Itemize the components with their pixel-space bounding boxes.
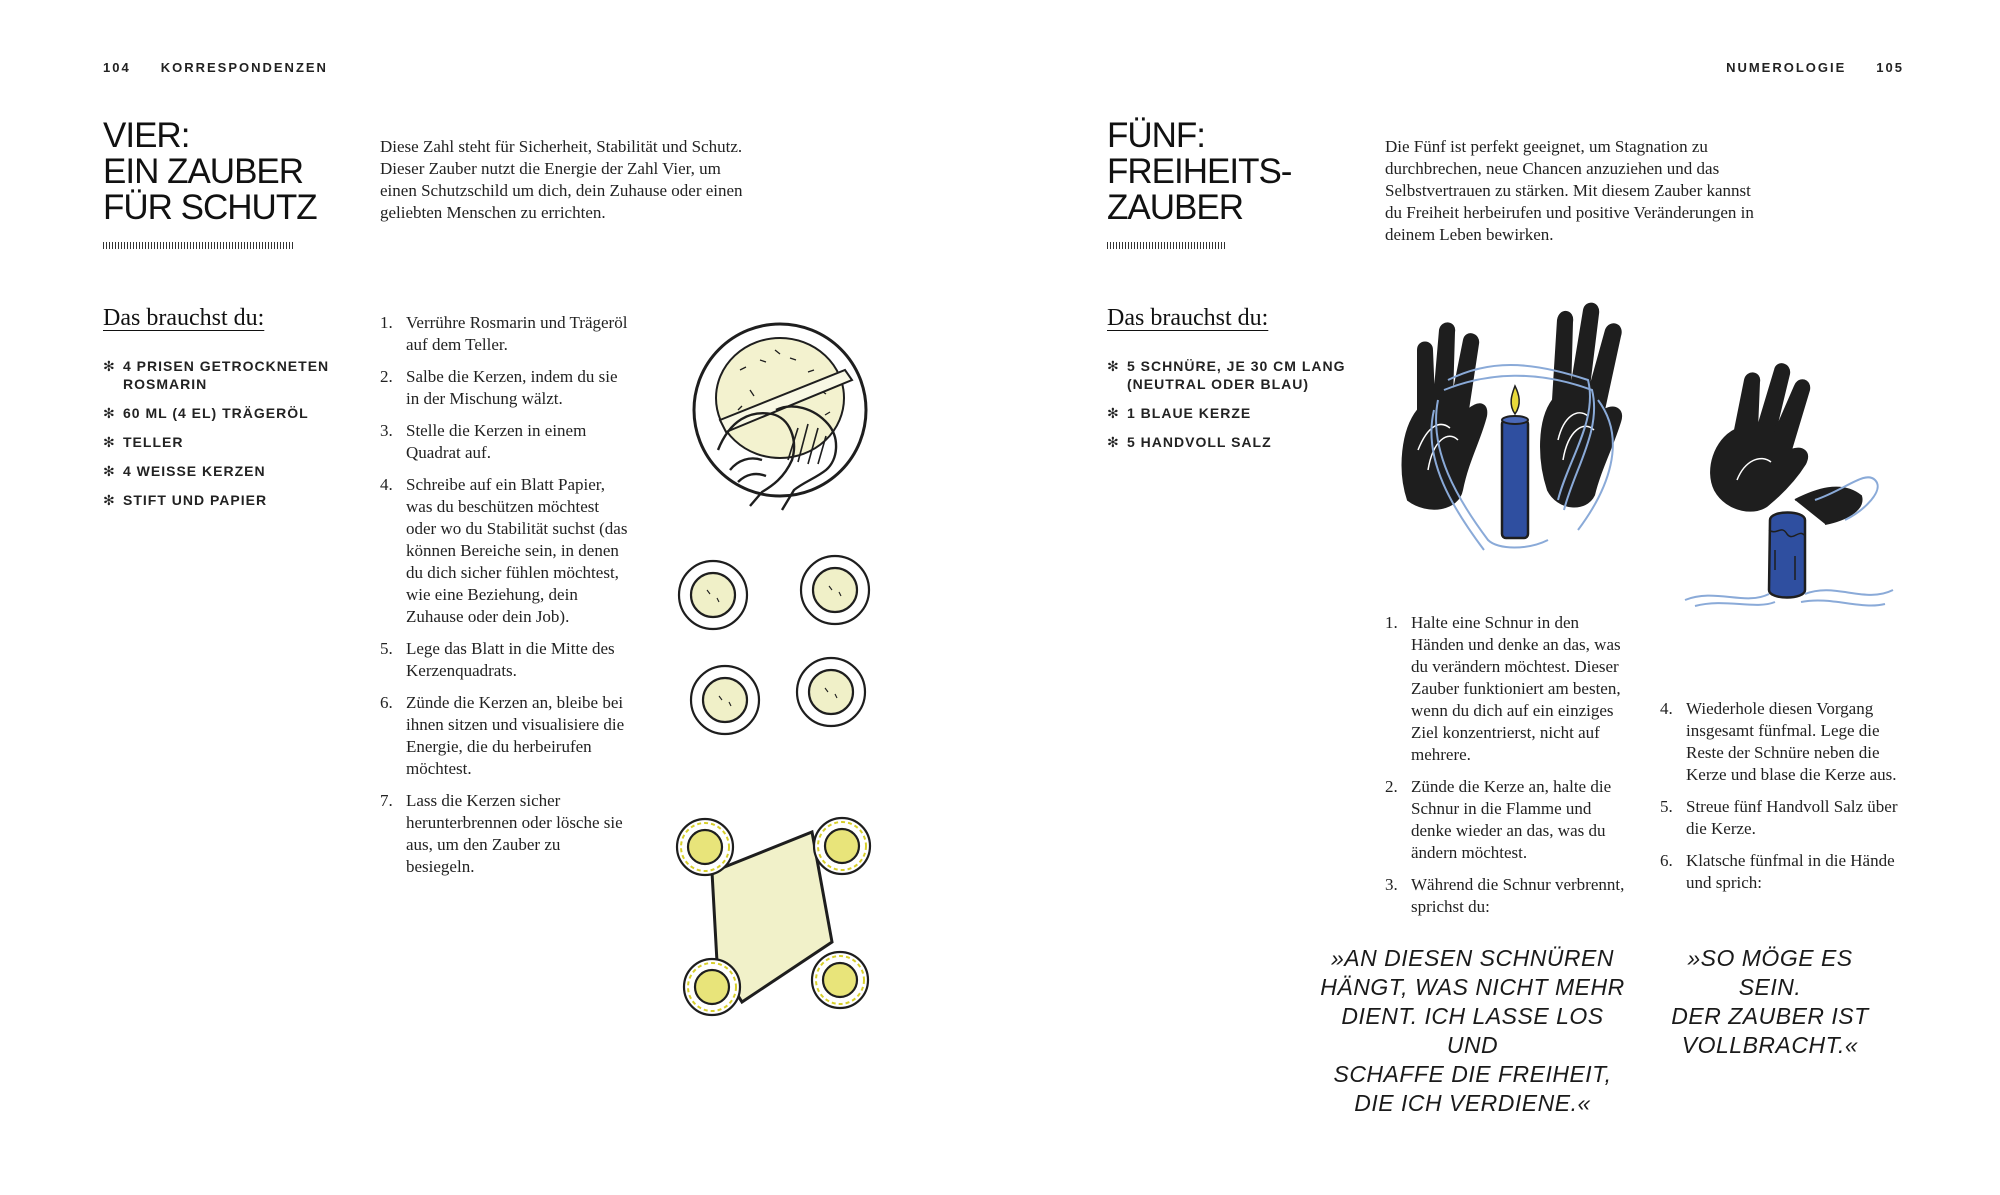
- step-item: 5. Lege das Blatt in die Mitte des Kerzenquadrats.: [380, 639, 615, 680]
- steps-list-col1: [1385, 612, 1635, 928]
- needs-heading: Das brauchst du:: [103, 305, 265, 331]
- step-item: 3. Stelle die Kerzen in einem Quadrat auf.: [380, 421, 587, 462]
- title-line: EIN ZAUBER: [103, 152, 304, 191]
- title-line: FÜR SCHUTZ: [103, 188, 317, 227]
- hands-candle-illustration: [1388, 300, 1648, 570]
- candles-square-illustration: [675, 550, 885, 740]
- asterisk-icon: ✻: [1107, 405, 1120, 421]
- needs-list: [103, 357, 353, 520]
- running-head-right: [1726, 60, 1904, 75]
- section-title: KORRESPONDENZEN: [160, 60, 328, 75]
- step-item: 6. Klatsche fünfmal in die Hände und sprich:: [1660, 851, 1895, 892]
- list-item: ✻ 5 HANDVOLL SALZ: [1107, 434, 1272, 450]
- title-line: FREIHEITS-: [1107, 152, 1292, 191]
- page-number: 104: [103, 60, 131, 75]
- closing-quote: »SO MÖGE ES SEIN. DER ZAUBER IST VOLLBRACHT.«: [1671, 945, 1869, 1058]
- asterisk-icon: ✻: [103, 492, 116, 508]
- title-line: FÜNF:: [1107, 116, 1206, 155]
- list-item: ✻ TELLER: [103, 434, 184, 450]
- steps-list-col2: [1660, 698, 1910, 904]
- right-page: [1000, 0, 2000, 1195]
- needs-list: [1107, 357, 1357, 462]
- list-item: ✻ 1 BLAUE KERZE: [1107, 405, 1252, 421]
- melted-candle-illustration: [1665, 360, 1905, 620]
- asterisk-icon: ✻: [103, 405, 116, 421]
- spell-title: [1107, 118, 1291, 226]
- needs-heading: Das brauchst du:: [1107, 305, 1269, 331]
- asterisk-icon: ✻: [103, 358, 116, 374]
- step-item: 3. Während die Schnur verbrennt, sprichst du:: [1385, 875, 1625, 916]
- spell-title: [103, 118, 317, 226]
- intro-text: Die Fünf ist perfekt geeignet, um Stagnation zu durchbrechen, neue Chancen anzuziehen und das Selbstvertrauen zu stärken. Mit diesem Zauber kannst du Freiheit herbeirufen und positive Veränderungen in deinem Leben bewirken.: [1385, 137, 1754, 244]
- asterisk-icon: ✻: [103, 463, 116, 479]
- title-rule: [103, 242, 293, 249]
- asterisk-icon: ✻: [1107, 434, 1120, 450]
- step-item: 1. Halte eine Schnur in den Händen und denke an das, was du verändern möchtest. Dieser Zauber funktioniert am besten, wenn du dich auf ein einziges Ziel konzentrierst, nicht auf mehrere.: [1385, 613, 1621, 764]
- incantation-quote: »AN DIESEN SCHNÜREN HÄNGT, WAS NICHT MEHR DIENT. ICH LASSE LOS UND SCHAFFE DIE FREIHEIT, DIE ICH VERDIENE.«: [1320, 945, 1625, 1116]
- step-item: 2. Salbe die Kerzen, indem du sie in der Mischung wälzt.: [380, 367, 618, 408]
- section-title: NUMEROLOGIE: [1726, 60, 1847, 75]
- step-item: 4. Wiederhole diesen Vorgang insgesamt fünfmal. Lege die Reste der Schnüre neben die Kerze und blase die Kerze aus.: [1660, 699, 1897, 784]
- title-line: ZAUBER: [1107, 188, 1243, 227]
- list-item: ✻ STIFT UND PAPIER: [103, 492, 268, 508]
- steps-list: [380, 312, 630, 888]
- step-item: 5. Streue fünf Handvoll Salz über die Kerze.: [1660, 797, 1898, 838]
- step-item: 7. Lass die Kerzen sicher herunterbrennen oder lösche sie aus, um den Zauber zu besiegeln.: [380, 791, 623, 876]
- asterisk-icon: ✻: [1107, 358, 1120, 374]
- paper-candles-illustration: [672, 812, 882, 1022]
- step-item: 4. Schreibe auf ein Blatt Papier, was du beschützen möchtest oder wo du Stabilität suchst (das können Bereiche sein, in denen du dich sicher fühlen möchtest, wie eine Beziehung, dein Zuhause oder dein Job).: [380, 475, 628, 626]
- step-item: 1. Verrühre Rosmarin und Trägeröl auf dem Teller.: [380, 313, 628, 354]
- page-number: 105: [1876, 60, 1904, 75]
- running-head-left: [103, 60, 328, 75]
- step-item: 2. Zünde die Kerze an, halte die Schnur in die Flamme und denke wieder an das, was du ändern möchtest.: [1385, 777, 1612, 862]
- list-item: ✻ 60 ML (4 EL) TRÄGERÖL: [103, 405, 309, 421]
- list-item: ✻ 4 PRISEN GETROCKNETEN ROSMARIN: [103, 358, 330, 392]
- intro-text: Diese Zahl steht für Sicherheit, Stabilität und Schutz. Dieser Zauber nutzt die Energie der Zahl Vier, um einen Schutzschild um dich, dein Zuhause oder einen geliebten Menschen zu errichten.: [380, 137, 743, 222]
- list-item: ✻ 5 SCHNÜRE, JE 30 CM LANG (NEUTRAL ODER BLAU): [1107, 358, 1346, 392]
- asterisk-icon: ✻: [103, 434, 116, 450]
- step-item: 6. Zünde die Kerzen an, bleibe bei ihnen sitzen und visualisiere die Energie, die du herbeirufen möchtest.: [380, 693, 625, 778]
- list-item: ✻ 4 WEISSE KERZEN: [103, 463, 266, 479]
- title-rule: [1107, 242, 1227, 249]
- plate-hands-illustration: [680, 310, 890, 525]
- title-line: VIER:: [103, 116, 190, 155]
